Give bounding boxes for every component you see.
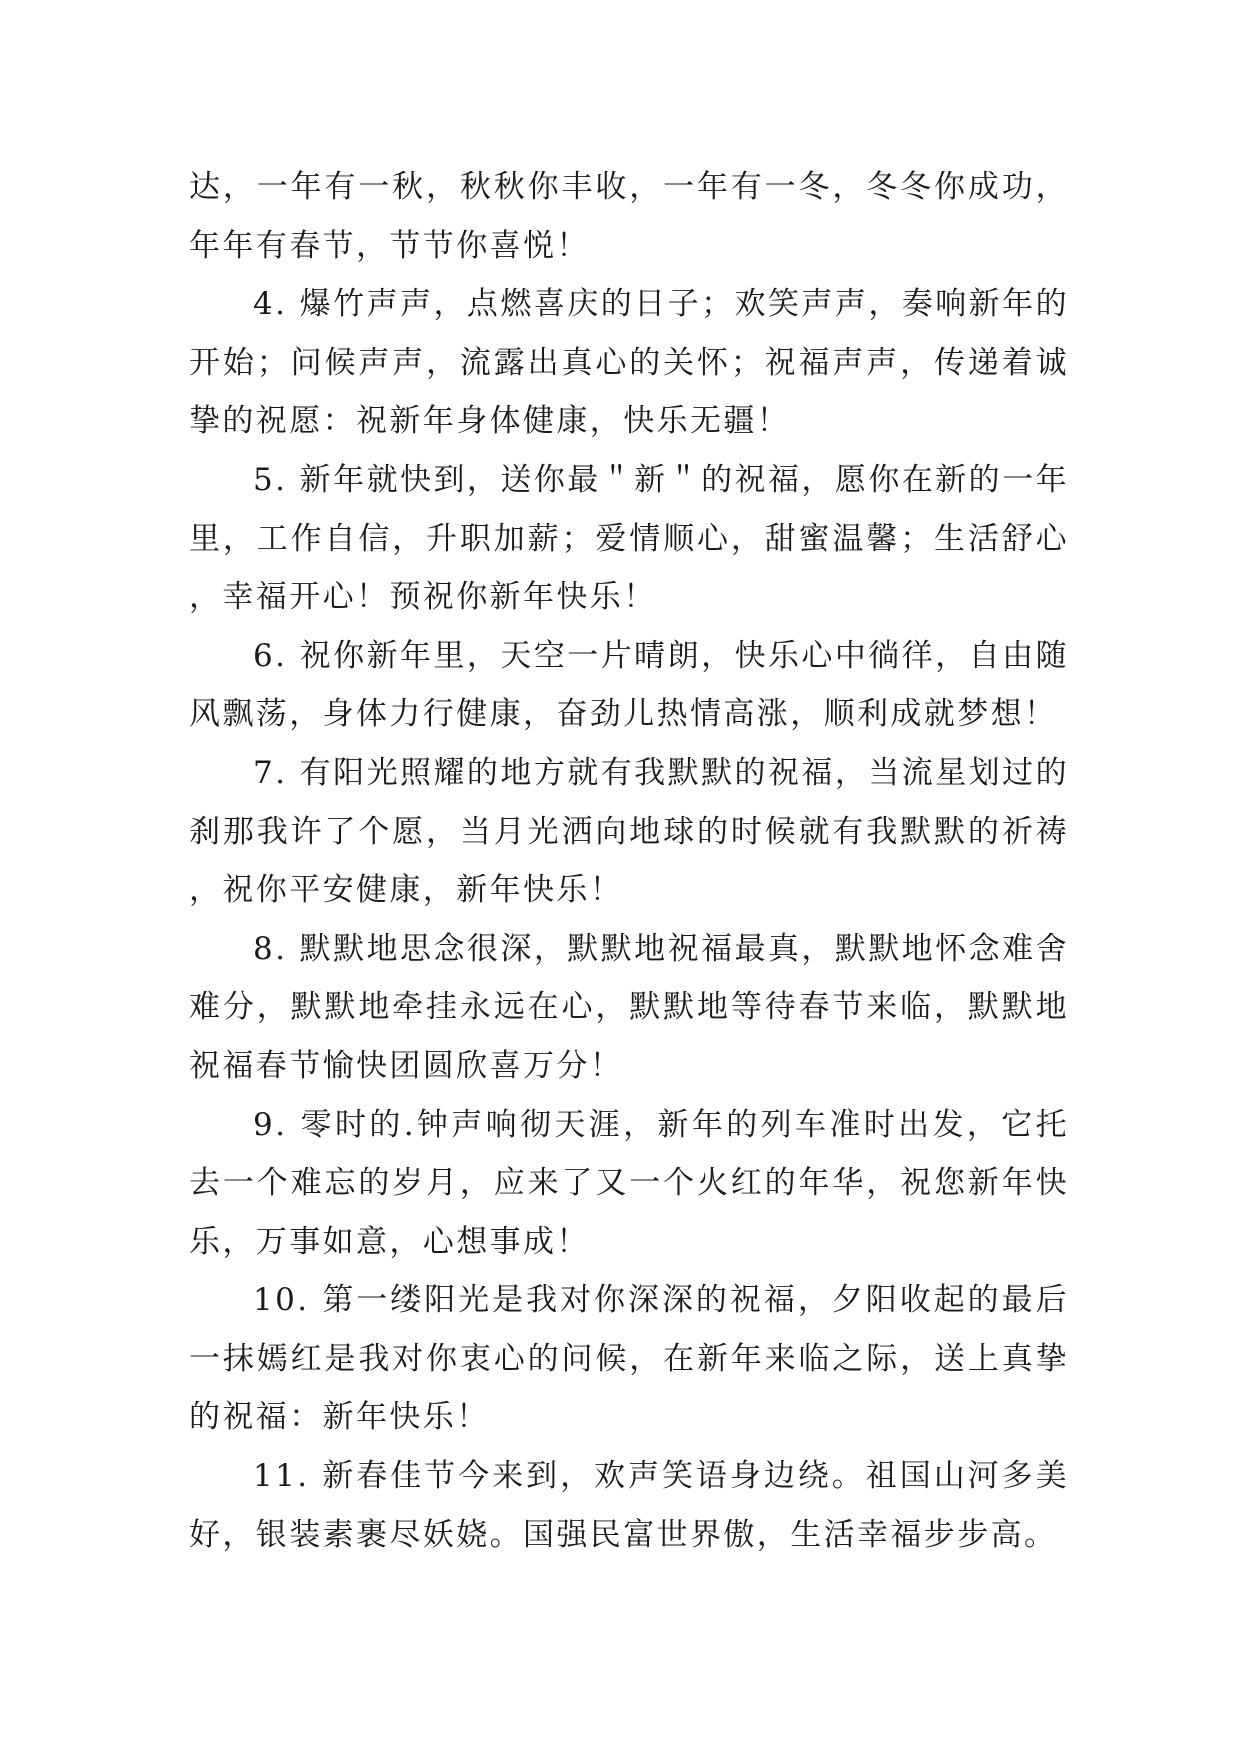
paragraph-continued: 达，一年有一秋，秋秋你丰收，一年有一冬，冬冬你成功，年年有春节，节节你喜悦！ [189,169,1069,264]
paragraph-item-9: 9. 零时的.钟声响彻天涯，新年的列车准时出发，它托去一个难忘的岁月，应来了又一个火红的年华，祝您新年快乐，万事如意，心想事成！ [189,1106,1069,1260]
paragraph-item-7: 7. 有阳光照耀的地方就有我默默的祝福，当流星划过的刹那我许了个愿，当月光洒向地球的时候就有我默默的祈祷，祝你平安健康，新年快乐！ [189,754,1069,909]
paragraph-item-8: 8. 默默地思念很深，默默地祝福最真，默默地怀念难舍难分，默默地牵挂永远在心，默默地等待春节来临，默默地祝福春节愉快团圆欣喜万分！ [189,930,1069,1084]
paragraph-item-11: 11. 新春佳节今来到，欢声笑语身边绕。祖国山河多美好，银装素裹尽妖娆。国强民富世界傲，生活幸福步步高。 [189,1458,1069,1553]
paragraph-item-4: 4. 爆竹声声，点燃喜庆的日子；欢笑声声，奏响新年的开始；问候声声，流露出真心的关怀；祝福声声，传递着诚挚的祝愿：祝新年身体健康，快乐无疆！ [189,286,1069,440]
paragraph-item-10: 10. 第一缕阳光是我对你深深的祝福，夕阳收起的最后一抹嫣红是我对你衷心的问候，在新年来临之际，送上真挚的祝福：新年快乐！ [189,1282,1069,1436]
paragraph-item-6: 6. 祝你新年里，天空一片晴朗，快乐心中徜徉，自由随风飘荡，身体力行健康，奋劲儿热情高涨，顺利成就梦想！ [189,637,1069,733]
document-body [189,158,1069,1564]
paragraph-item-5: 5. 新年就快到，送你最＂新＂的祝福，愿你在新的一年里，工作自信，升职加薪；爱情顺心，甜蜜温馨；生活舒心，幸福开心！预祝你新年快乐！ [189,461,1069,616]
